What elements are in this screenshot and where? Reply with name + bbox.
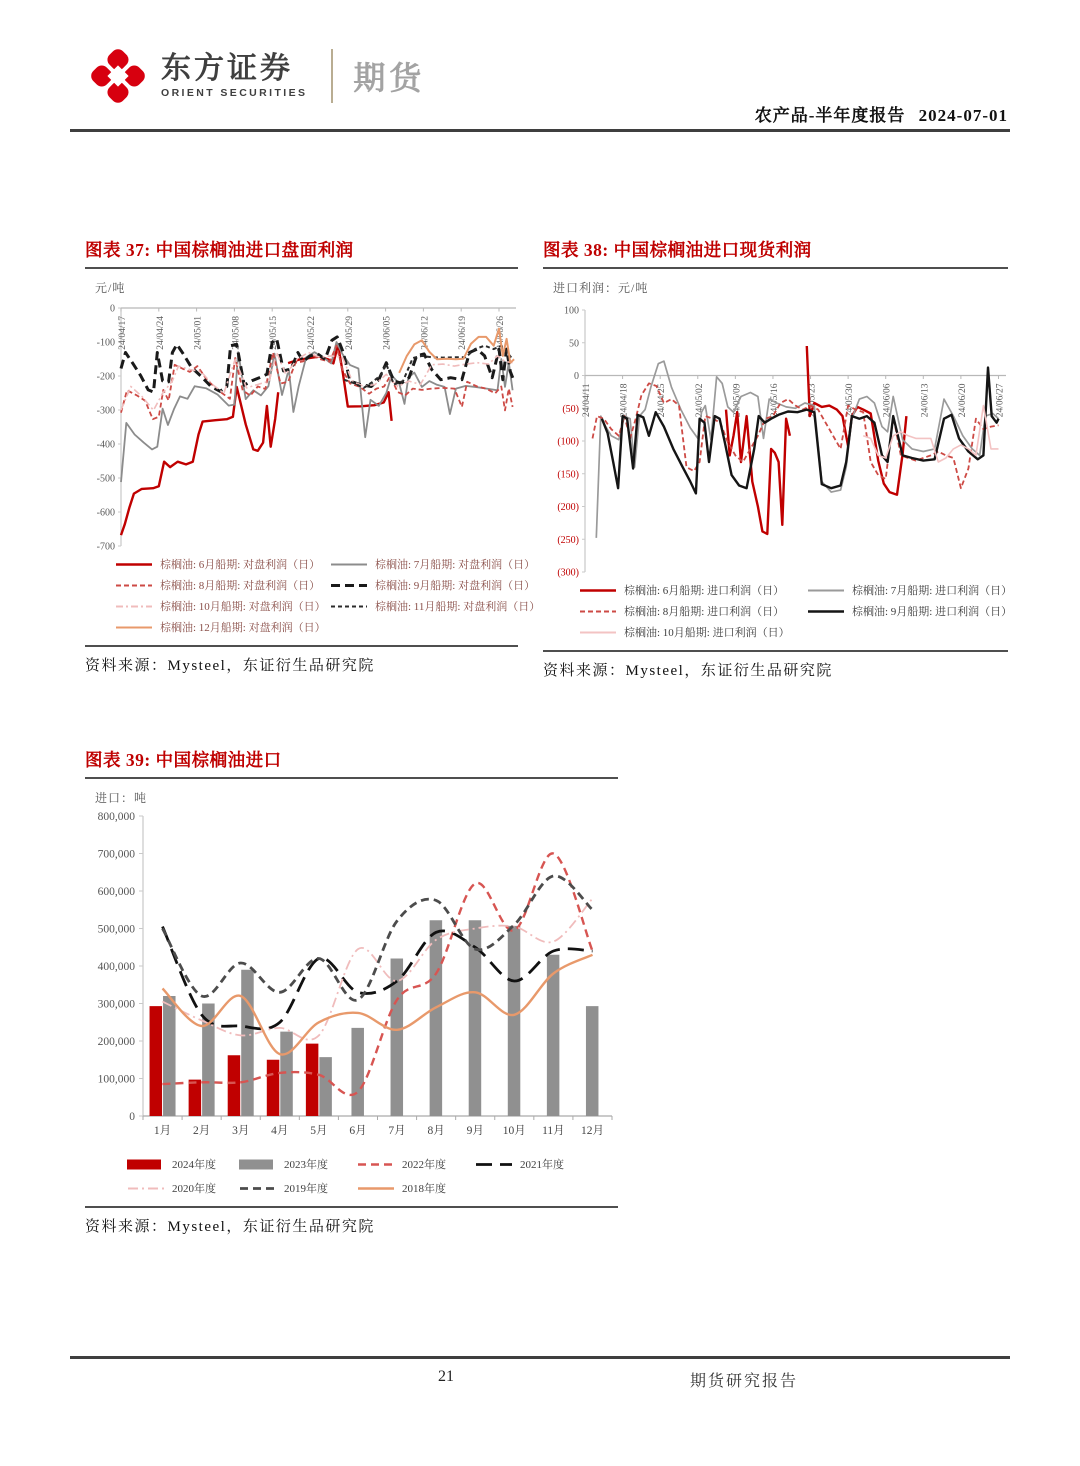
legend-label: 棕榈油: 8月船期: 对盘利润（日） <box>160 580 321 592</box>
legend-label: 棕榈油: 6月船期: 对盘利润（日） <box>160 559 321 571</box>
svg-text:24/05/30: 24/05/30 <box>845 383 856 418</box>
report-date: 2024-07-01 <box>918 106 1008 125</box>
legend-label: 棕榈油: 9月船期: 对盘利润（日） <box>375 580 536 592</box>
svg-text:24/05/29: 24/05/29 <box>344 316 355 350</box>
svg-text:24/06/26: 24/06/26 <box>495 316 506 350</box>
svg-text:24/06/27: 24/06/27 <box>995 383 1006 418</box>
logo-name-cn: 东方证券 <box>161 51 293 85</box>
svg-text:2月: 2月 <box>193 1125 211 1137</box>
header-divider <box>331 49 333 103</box>
legend-label: 2020年度 <box>172 1183 216 1195</box>
svg-text:-300: -300 <box>96 405 115 417</box>
figure-39-bar-chart <box>85 806 618 1152</box>
svg-text:24/05/01: 24/05/01 <box>193 316 204 350</box>
legend-item <box>475 1156 618 1172</box>
svg-text:(250): (250) <box>557 534 579 546</box>
legend-label: 棕榈油: 9月船期: 进口利润（日） <box>852 606 1013 618</box>
svg-text:24/04/24: 24/04/24 <box>155 316 166 350</box>
legend-label: 棕榈油: 12月船期: 对盘利润（日） <box>160 622 326 634</box>
svg-text:24/06/05: 24/06/05 <box>382 316 393 350</box>
legend-item <box>579 603 807 619</box>
legend-item <box>807 603 1012 619</box>
svg-text:0: 0 <box>129 1111 135 1123</box>
legend-item <box>115 619 330 635</box>
svg-text:700,000: 700,000 <box>97 848 135 861</box>
svg-text:100: 100 <box>564 305 579 317</box>
legend-item <box>579 582 807 598</box>
svg-text:24/04/17: 24/04/17 <box>118 316 128 350</box>
svg-text:5月: 5月 <box>310 1125 328 1137</box>
legend-line-swatch <box>115 622 153 633</box>
svg-text:24/04/25: 24/04/25 <box>657 383 668 418</box>
legend-label: 棕榈油: 7月船期: 对盘利润（日） <box>375 559 536 571</box>
svg-text:400,000: 400,000 <box>97 961 135 973</box>
figure-38-line-chart <box>543 296 1008 578</box>
svg-text:24/05/15: 24/05/15 <box>269 316 280 350</box>
svg-text:7月: 7月 <box>388 1125 406 1137</box>
legend-item <box>330 556 540 572</box>
figure-38 <box>543 237 1013 680</box>
orient-securities-logo-icon <box>85 44 151 108</box>
legend-line-swatch <box>579 627 617 638</box>
footer-rule <box>70 1356 1010 1359</box>
legend-label: 2021年度 <box>520 1159 564 1171</box>
logo-text <box>161 51 308 99</box>
legend-label: 棕榈油: 6月船期: 进口利润（日） <box>624 585 785 597</box>
legend-label: 2023年度 <box>284 1159 328 1171</box>
svg-text:10月: 10月 <box>502 1125 526 1137</box>
figure-37-legend <box>115 556 541 635</box>
legend-label: 棕榈油: 10月船期: 对盘利润（日） <box>160 601 326 613</box>
svg-text:300,000: 300,000 <box>97 998 135 1011</box>
legend-item <box>330 577 540 593</box>
svg-text:200,000: 200,000 <box>97 1036 135 1048</box>
svg-text:-400: -400 <box>96 439 115 451</box>
legend-item <box>115 556 330 572</box>
legend-item <box>115 577 330 593</box>
report-meta <box>755 101 1008 126</box>
legend-item <box>127 1156 239 1172</box>
legend-line-swatch <box>239 1183 277 1194</box>
legend-line-swatch <box>127 1183 165 1194</box>
svg-text:24/04/11: 24/04/11 <box>582 383 592 417</box>
legend-line-swatch <box>357 1183 395 1194</box>
legend-item <box>579 624 807 640</box>
figure-39 <box>85 747 618 1236</box>
svg-text:0: 0 <box>574 371 579 382</box>
header <box>85 44 425 108</box>
legend-label: 2018年度 <box>402 1183 446 1195</box>
legend-line-swatch <box>807 585 845 596</box>
svg-text:6月: 6月 <box>349 1125 367 1137</box>
legend-line-swatch <box>115 559 153 570</box>
legend-label: 棕榈油: 11月船期: 对盘利润（日） <box>375 601 541 613</box>
legend-label: 棕榈油: 10月船期: 进口利润（日） <box>624 627 790 639</box>
svg-text:24/05/16: 24/05/16 <box>769 383 780 418</box>
svg-text:50: 50 <box>569 338 579 350</box>
legend-label: 棕榈油: 7月船期: 进口利润（日） <box>852 585 1013 597</box>
svg-text:24/05/22: 24/05/22 <box>306 316 317 350</box>
figure-39-legend <box>127 1156 618 1196</box>
legend-line-swatch <box>330 580 368 591</box>
header-rule <box>70 129 1010 132</box>
legend-line-swatch <box>330 559 368 570</box>
svg-text:600,000: 600,000 <box>97 886 135 898</box>
svg-text:(50): (50) <box>562 403 579 415</box>
figure-39-unit: 进口：吨 <box>95 791 148 805</box>
svg-text:24/05/23: 24/05/23 <box>807 383 818 418</box>
svg-text:24/05/09: 24/05/09 <box>732 383 743 418</box>
svg-text:12月: 12月 <box>580 1125 604 1137</box>
svg-text:11月: 11月 <box>542 1125 565 1137</box>
division-label: 期货 <box>353 60 426 96</box>
svg-text:24/04/18: 24/04/18 <box>619 383 630 418</box>
svg-text:(300): (300) <box>557 567 579 578</box>
legend-line-swatch <box>357 1159 395 1170</box>
figure-37-line-chart <box>85 296 518 552</box>
svg-text:8月: 8月 <box>427 1125 445 1137</box>
legend-item <box>127 1180 239 1196</box>
legend-line-swatch <box>330 601 368 612</box>
svg-text:24/05/08: 24/05/08 <box>231 316 242 350</box>
legend-item <box>807 582 1012 598</box>
legend-label: 2022年度 <box>402 1159 446 1171</box>
figure-38-title: 图表 38: 中国棕榈油进口现货利润 <box>543 237 1008 269</box>
figure-37-title: 图表 37: 中国棕榈油进口盘面利润 <box>85 237 518 269</box>
svg-text:(200): (200) <box>557 502 579 513</box>
svg-text:24/06/12: 24/06/12 <box>420 316 431 350</box>
legend-bar-swatch <box>239 1159 277 1170</box>
legend-line-swatch <box>579 606 617 617</box>
figure-37-source: 资料来源：Mysteel，东证衍生品研究院 <box>85 645 518 675</box>
svg-text:24/06/13: 24/06/13 <box>920 383 931 418</box>
svg-text:-700: -700 <box>96 541 115 552</box>
legend-label: 棕榈油: 8月船期: 进口利润（日） <box>624 606 785 618</box>
svg-text:800,000: 800,000 <box>97 811 135 823</box>
svg-text:1月: 1月 <box>153 1125 172 1137</box>
svg-text:-500: -500 <box>96 473 115 485</box>
figure-39-source: 资料来源：Mysteel，东证衍生品研究院 <box>85 1206 618 1236</box>
figure-39-title: 图表 39: 中国棕榈油进口 <box>85 747 618 779</box>
svg-text:(150): (150) <box>557 469 579 481</box>
svg-text:24/06/19: 24/06/19 <box>458 316 469 350</box>
legend-line-swatch <box>115 580 153 591</box>
legend-bar-swatch <box>127 1159 165 1170</box>
figure-38-source: 资料来源：Mysteel，东证衍生品研究院 <box>543 650 1008 680</box>
footer-label: 期货研究报告 <box>690 1373 799 1390</box>
svg-text:-200: -200 <box>96 371 115 383</box>
page-number: 21 <box>438 1368 454 1385</box>
legend-item <box>239 1156 357 1172</box>
legend-item <box>115 598 330 614</box>
svg-text:24/06/20: 24/06/20 <box>957 383 968 418</box>
legend-label: 2024年度 <box>172 1159 216 1171</box>
svg-text:24/05/02: 24/05/02 <box>694 383 705 418</box>
legend-line-swatch <box>579 585 617 596</box>
figure-38-unit: 进口利润：元/吨 <box>553 281 649 295</box>
svg-text:100,000: 100,000 <box>97 1073 135 1086</box>
legend-label: 2019年度 <box>284 1183 328 1195</box>
svg-text:-100: -100 <box>96 337 115 349</box>
figure-37-unit: 元/吨 <box>95 281 126 295</box>
legend-item <box>357 1180 475 1196</box>
legend-line-swatch <box>115 601 153 612</box>
svg-text:3月: 3月 <box>232 1125 250 1137</box>
logo-name-en: ORIENT SECURITIES <box>161 86 308 99</box>
svg-text:4月: 4月 <box>271 1125 289 1137</box>
svg-text:-600: -600 <box>96 507 115 519</box>
legend-item <box>239 1180 357 1196</box>
svg-text:0: 0 <box>110 303 115 315</box>
figure-37 <box>85 237 541 675</box>
svg-text:(100): (100) <box>557 436 579 448</box>
legend-line-swatch <box>807 606 845 617</box>
svg-text:24/06/06: 24/06/06 <box>882 383 893 418</box>
legend-line-swatch <box>475 1159 513 1170</box>
svg-text:9月: 9月 <box>466 1125 484 1137</box>
legend-item <box>330 598 540 614</box>
svg-text:500,000: 500,000 <box>97 923 135 936</box>
legend-item <box>357 1156 475 1172</box>
figure-38-legend <box>579 582 1013 640</box>
report-label: 农产品-半年度报告 <box>754 106 906 125</box>
